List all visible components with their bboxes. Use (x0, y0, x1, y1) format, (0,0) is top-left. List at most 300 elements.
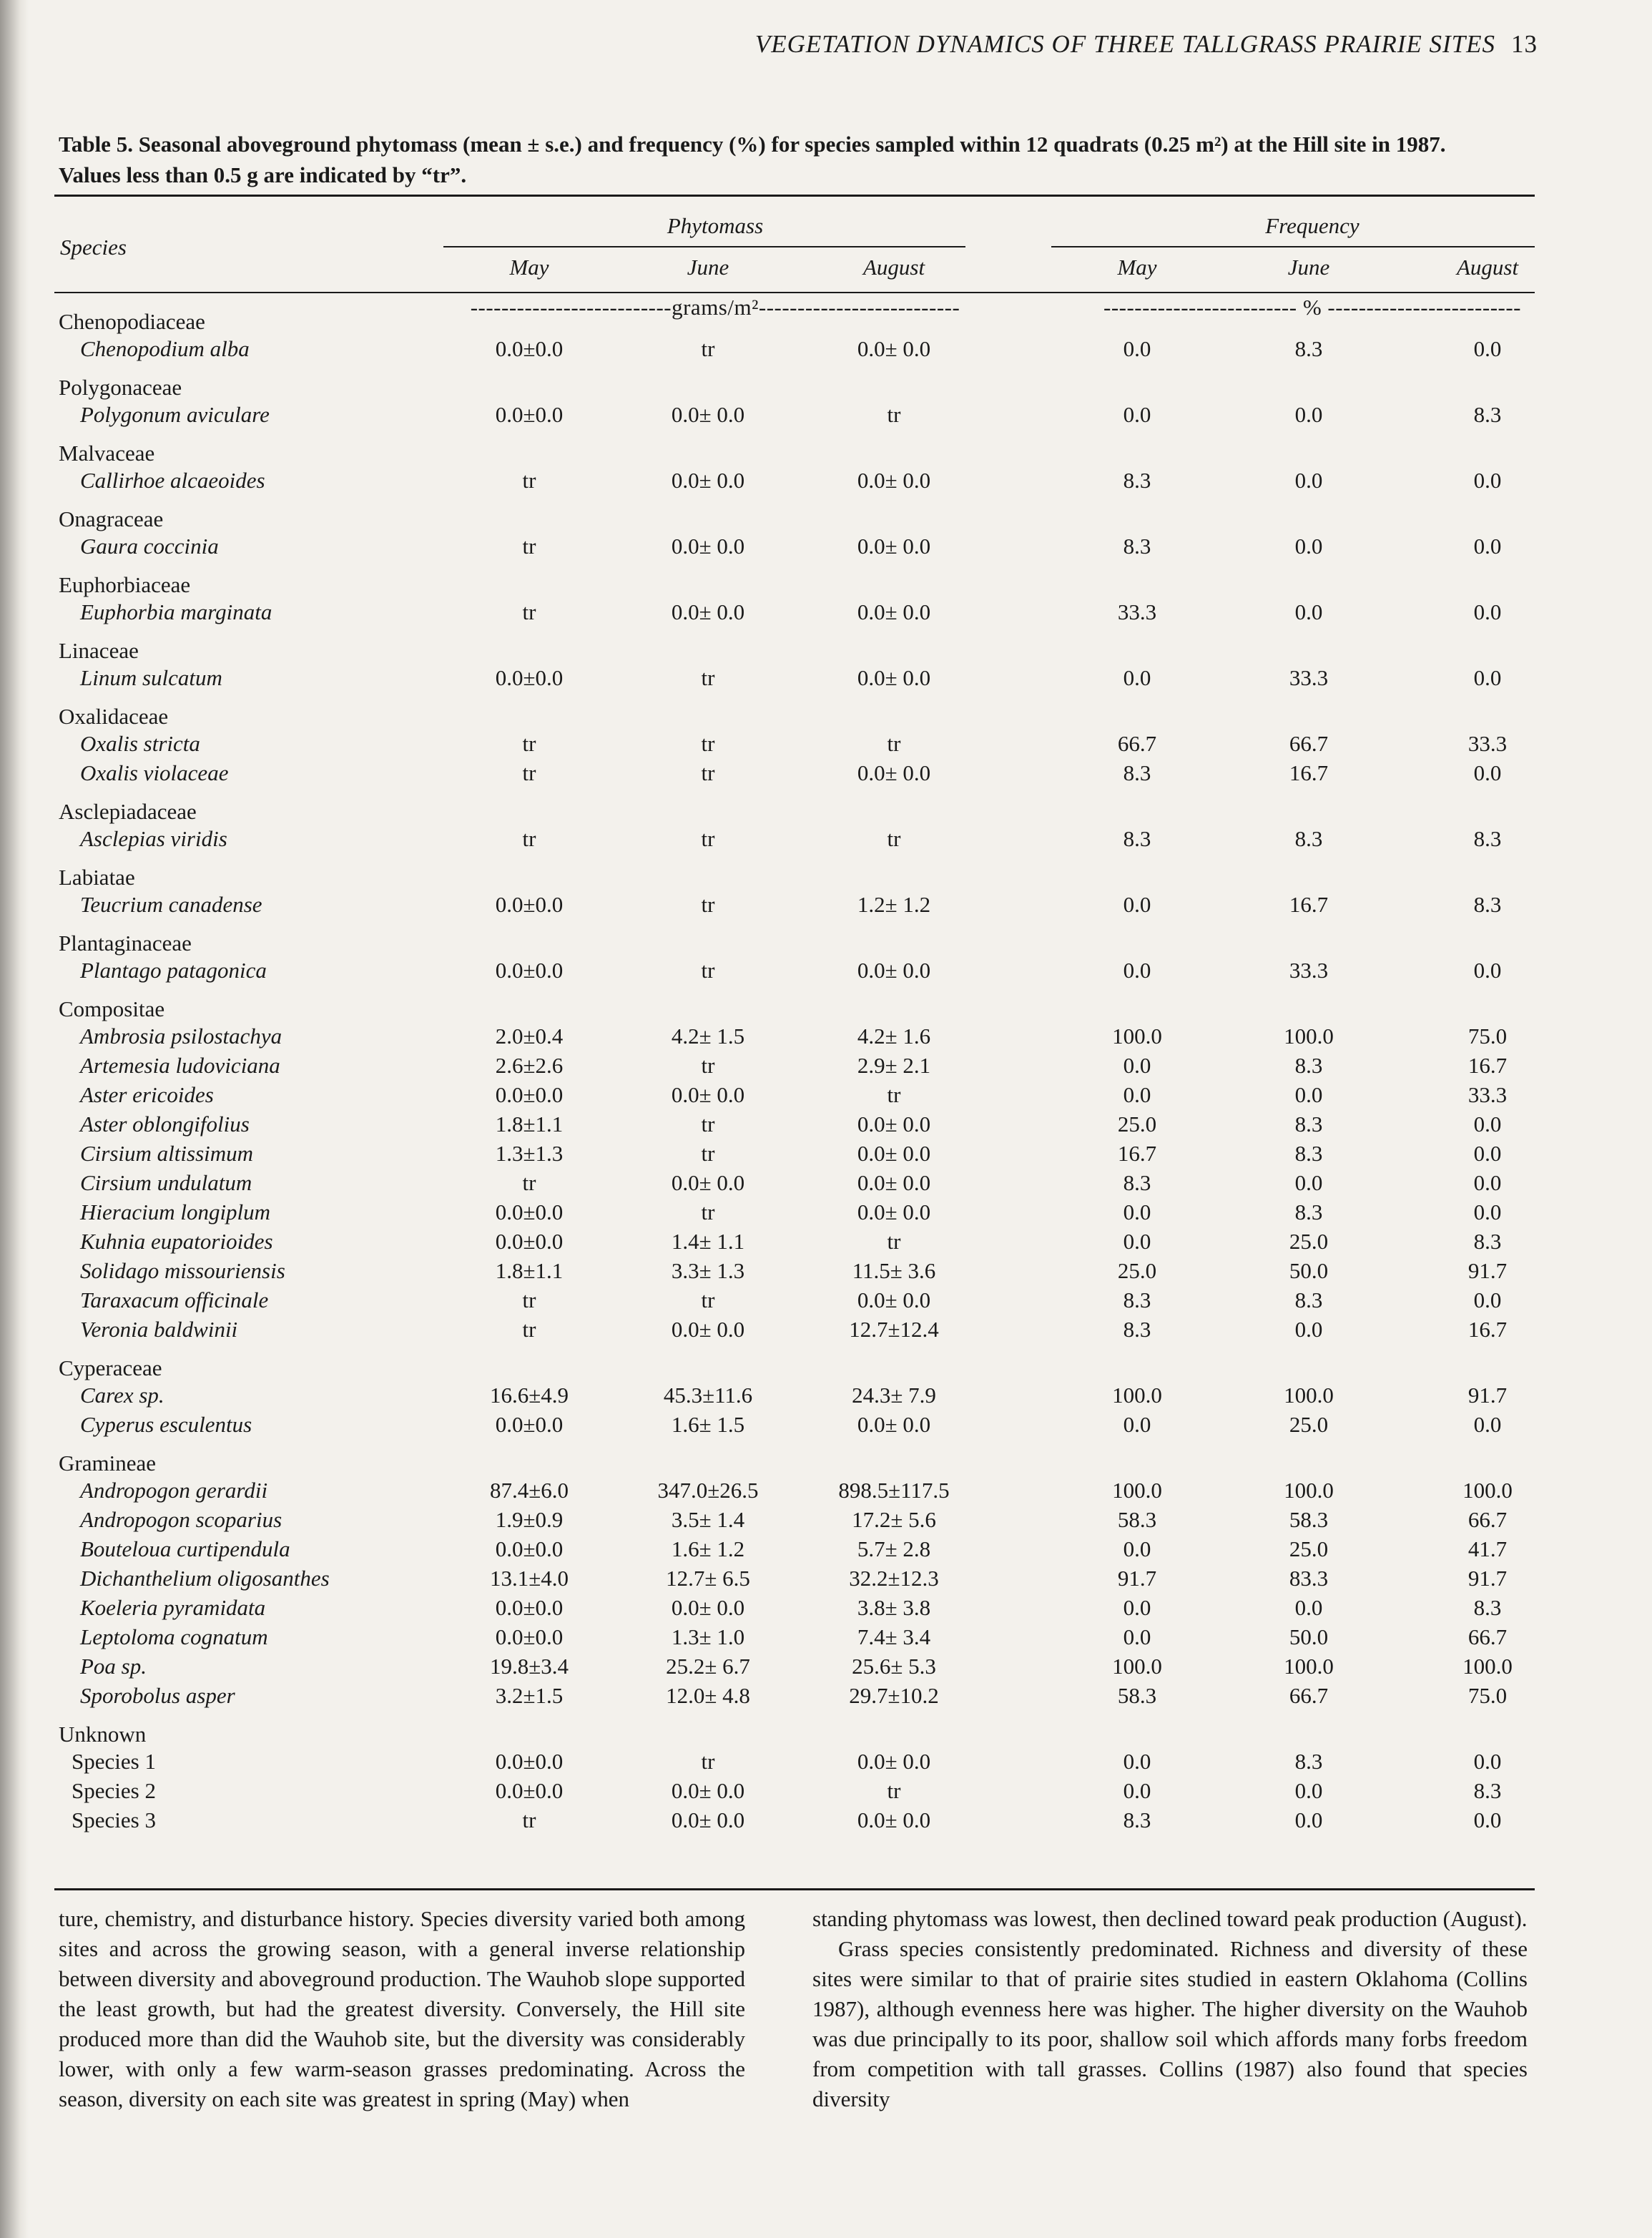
phytomass-august-cell: 12.7±12.4 (849, 1317, 939, 1342)
table-bottom-rule (54, 1888, 1535, 1890)
phytomass-august-cell: 0.0± 0.0 (857, 665, 931, 690)
phytomass-may-cell: tr (522, 760, 536, 785)
month-header-august-freq: August (1456, 255, 1519, 280)
frequency-june-cell: 8.3 (1294, 1053, 1323, 1078)
phytomass-may-cell: tr (522, 1317, 536, 1342)
table-row (0, 1777, 1652, 1805)
phytomass-august-cell: 32.2±12.3 (849, 1566, 939, 1591)
table-row (0, 1535, 1652, 1564)
phytomass-may-cell: 2.0±0.4 (495, 1024, 564, 1049)
phytomass-may-cell: 19.8±3.4 (489, 1654, 569, 1679)
table-row (0, 1594, 1652, 1622)
table-row (0, 1139, 1652, 1168)
family-name: Compositae (59, 996, 165, 1021)
frequency-june-cell: 0.0 (1294, 402, 1323, 427)
frequency-june-cell: 8.3 (1294, 1287, 1323, 1312)
table-family-row (0, 797, 1652, 826)
table-caption (59, 129, 1546, 190)
caption-line-1: Table 5. Seasonal aboveground phytomass (mean ± s.e.) and frequency (%) for species sampled within 12 quadrats (0.25 m²) at the Hill site in 1987. (59, 132, 1446, 157)
phytomass-may-cell: 16.6±4.9 (489, 1383, 569, 1408)
phytomass-june-cell: 25.2± 6.7 (666, 1654, 750, 1679)
frequency-august-cell: 100.0 (1462, 1478, 1513, 1503)
phytomass-may-cell: 0.0±0.0 (495, 958, 564, 983)
table-row (0, 1381, 1652, 1410)
frequency-august-cell: 66.7 (1467, 1507, 1508, 1532)
frequency-june-cell: 16.7 (1289, 760, 1329, 785)
frequency-may-cell: 66.7 (1117, 731, 1157, 756)
species-name: Linum sulcatum (80, 665, 222, 690)
species-header: Species (60, 235, 127, 260)
frequency-august-cell: 41.7 (1467, 1536, 1508, 1561)
month-header-may-freq: May (1117, 255, 1157, 280)
frequency-august-cell: 0.0 (1473, 534, 1502, 559)
frequency-june-cell: 100.0 (1284, 1024, 1334, 1049)
frequency-august-cell: 8.3 (1473, 402, 1502, 427)
table-row (0, 1110, 1652, 1139)
table-row (0, 1476, 1652, 1505)
phytomass-august-cell: tr (887, 1778, 901, 1803)
family-name: Onagraceae (59, 506, 164, 531)
frequency-may-cell: 58.3 (1117, 1507, 1157, 1532)
frequency-may-cell: 0.0 (1123, 1778, 1151, 1803)
phytomass-august-cell: 0.0± 0.0 (857, 336, 931, 361)
phytomass-may-cell: tr (522, 1287, 536, 1312)
table-row (0, 598, 1652, 627)
phytomass-august-cell: 25.6± 5.3 (852, 1654, 936, 1679)
frequency-june-cell: 16.7 (1289, 892, 1329, 917)
frequency-june-cell: 8.3 (1294, 1141, 1323, 1166)
phytomass-june-cell: tr (701, 892, 715, 917)
table-row (0, 1506, 1652, 1534)
phytomass-may-cell: 0.0±0.0 (495, 665, 564, 690)
phytomass-may-cell: 0.0±0.0 (495, 1749, 564, 1774)
phytomass-may-cell: 1.8±1.1 (495, 1258, 564, 1283)
species-name: Euphorbia marginata (80, 599, 272, 624)
frequency-june-cell: 0.0 (1294, 1595, 1323, 1620)
phytomass-august-cell: 3.8± 3.8 (857, 1595, 931, 1620)
frequency-may-cell: 0.0 (1123, 402, 1151, 427)
family-name: Cyperaceae (59, 1355, 162, 1380)
phytomass-august-cell: 5.7± 2.8 (857, 1536, 931, 1561)
frequency-june-cell: 8.3 (1294, 1111, 1323, 1137)
phytomass-june-cell: 0.0± 0.0 (671, 468, 745, 493)
species-name: Poa sp. (80, 1654, 147, 1679)
species-name: Cyperus esculentus (80, 1412, 252, 1437)
species-name: Solidago missouriensis (80, 1258, 285, 1283)
family-name: Unknown (59, 1722, 147, 1747)
family-name: Chenopodiaceae (59, 309, 205, 334)
family-name: Linaceae (59, 638, 139, 663)
table-row (0, 532, 1652, 561)
species-name: Andropogon gerardii (80, 1478, 268, 1503)
frequency-august-cell: 8.3 (1473, 892, 1502, 917)
header-bottom-rule (54, 292, 1535, 293)
frequency-june-cell: 83.3 (1289, 1566, 1329, 1591)
species-name: Teucrium canadense (80, 892, 262, 917)
family-name: Plantaginaceae (59, 931, 192, 956)
phytomass-june-cell: 0.0± 0.0 (671, 599, 745, 624)
frequency-august-cell: 33.3 (1467, 731, 1508, 756)
phytomass-august-cell: 0.0± 0.0 (857, 534, 931, 559)
table-family-row (0, 637, 1652, 665)
frequency-header: Frequency (1265, 213, 1360, 238)
frequency-august-cell: 8.3 (1473, 1595, 1502, 1620)
frequency-june-cell: 50.0 (1289, 1624, 1329, 1649)
month-header-june-freq: June (1287, 255, 1330, 280)
frequency-may-cell: 100.0 (1112, 1478, 1162, 1503)
frequency-june-cell: 0.0 (1294, 534, 1323, 559)
phytomass-june-cell: tr (701, 336, 715, 361)
phytomass-may-cell: 3.2±1.5 (495, 1683, 564, 1708)
table-row (0, 759, 1652, 787)
month-header-august-phyt: August (862, 255, 925, 280)
phytomass-june-cell: 3.5± 1.4 (671, 1507, 745, 1532)
frequency-may-cell: 0.0 (1123, 1595, 1151, 1620)
family-name: Asclepiadaceae (59, 799, 197, 824)
frequency-june-cell: 0.0 (1294, 1778, 1323, 1803)
month-header-may-phyt: May (509, 255, 549, 280)
phytomass-june-cell: tr (701, 1199, 715, 1224)
table-row (0, 1806, 1652, 1835)
frequency-august-cell: 91.7 (1467, 1566, 1508, 1591)
phytomass-may-cell: 13.1±4.0 (489, 1566, 569, 1591)
frequency-august-cell: 0.0 (1473, 1412, 1502, 1437)
table-family-row (0, 505, 1652, 534)
frequency-may-cell: 8.3 (1123, 534, 1151, 559)
frequency-august-cell: 0.0 (1473, 468, 1502, 493)
phytomass-may-cell: tr (522, 826, 536, 851)
body-text-left-column (59, 1904, 745, 2114)
frequency-august-cell: 91.7 (1467, 1258, 1508, 1283)
species-name: Callirhoe alcaeoides (80, 468, 265, 493)
table-row (0, 1227, 1652, 1256)
table-row (0, 1410, 1652, 1439)
phytomass-june-cell: 0.0± 0.0 (671, 534, 745, 559)
frequency-may-cell: 0.0 (1123, 1536, 1151, 1561)
phytomass-august-cell: tr (887, 402, 901, 427)
phytomass-august-cell: 24.3± 7.9 (852, 1383, 936, 1408)
phytomass-june-cell: 1.6± 1.2 (671, 1536, 745, 1561)
phytomass-august-cell: tr (887, 731, 901, 756)
table-row (0, 730, 1652, 758)
table-row (0, 1682, 1652, 1710)
frequency-may-cell: 100.0 (1112, 1383, 1162, 1408)
phytomass-august-cell: tr (887, 826, 901, 851)
table-family-row (0, 1449, 1652, 1478)
phytomass-august-cell: 0.0± 0.0 (857, 1412, 931, 1437)
month-header-june-phyt: June (687, 255, 729, 280)
table-family-row (0, 863, 1652, 892)
phytomass-may-cell: tr (522, 468, 536, 493)
phytomass-june-cell: tr (701, 1053, 715, 1078)
frequency-august-cell: 0.0 (1473, 1199, 1502, 1224)
phytomass-august-cell: 1.2± 1.2 (857, 892, 931, 917)
table-top-rule (54, 195, 1535, 197)
species-name: Oxalis stricta (80, 731, 200, 756)
phytomass-june-cell: 0.0± 0.0 (671, 1807, 745, 1832)
species-name: Oxalis violaceae (80, 760, 229, 785)
table-row (0, 1652, 1652, 1681)
frequency-may-cell: 8.3 (1123, 468, 1151, 493)
frequency-may-cell: 0.0 (1123, 1199, 1151, 1224)
frequency-august-cell: 0.0 (1473, 665, 1502, 690)
phytomass-august-cell: 0.0± 0.0 (857, 1141, 931, 1166)
phytomass-may-cell: tr (522, 599, 536, 624)
table-row (0, 956, 1652, 985)
frequency-june-cell: 66.7 (1289, 731, 1329, 756)
phytomass-august-cell: 17.2± 5.6 (852, 1507, 936, 1532)
frequency-may-cell: 0.0 (1123, 1624, 1151, 1649)
phytomass-may-cell: 0.0±0.0 (495, 336, 564, 361)
table-family-row (0, 702, 1652, 731)
frequency-may-cell: 0.0 (1123, 1229, 1151, 1254)
phytomass-may-cell: tr (522, 1807, 536, 1832)
phytomass-june-cell: 4.2± 1.5 (671, 1024, 745, 1049)
frequency-august-cell: 0.0 (1473, 1749, 1502, 1774)
frequency-june-cell: 33.3 (1289, 665, 1329, 690)
frequency-june-cell: 0.0 (1294, 1170, 1323, 1195)
frequency-may-cell: 16.7 (1117, 1141, 1157, 1166)
species-name: Species 1 (72, 1749, 156, 1774)
phytomass-june-cell: 12.0± 4.8 (666, 1683, 750, 1708)
frequency-may-cell: 100.0 (1112, 1024, 1162, 1049)
family-name: Oxalidaceae (59, 704, 169, 729)
family-name: Gramineae (59, 1451, 156, 1476)
frequency-june-cell: 25.0 (1289, 1536, 1329, 1561)
species-name: Cirsium altissimum (80, 1141, 254, 1166)
species-name: Species 2 (72, 1778, 156, 1803)
frequency-august-cell: 0.0 (1473, 1807, 1502, 1832)
frequency-august-cell: 8.3 (1473, 1229, 1502, 1254)
species-name: Koeleria pyramidata (80, 1595, 266, 1620)
frequency-june-cell: 66.7 (1289, 1683, 1329, 1708)
table-row (0, 466, 1652, 495)
frequency-june-cell: 0.0 (1294, 1082, 1323, 1107)
phytomass-june-cell: tr (701, 1111, 715, 1137)
page-number: 13 (1511, 30, 1538, 58)
frequency-june-cell: 8.3 (1294, 1749, 1323, 1774)
species-name: Artemesia ludoviciana (80, 1053, 280, 1078)
frequency-june-cell: 0.0 (1294, 1317, 1323, 1342)
table-row (0, 890, 1652, 919)
phytomass-may-cell: 1.3±1.3 (495, 1141, 564, 1166)
table-row (0, 1623, 1652, 1651)
table-row (0, 1051, 1652, 1080)
table-row (0, 1564, 1652, 1593)
species-name: Bouteloua curtipendula (80, 1536, 290, 1561)
frequency-may-cell: 0.0 (1123, 1412, 1151, 1437)
frequency-august-cell: 0.0 (1473, 958, 1502, 983)
frequency-may-cell: 8.3 (1123, 826, 1151, 851)
phytomass-june-cell: tr (701, 665, 715, 690)
phytomass-august-cell: 0.0± 0.0 (857, 1170, 931, 1195)
table-row (0, 1286, 1652, 1315)
table-row (0, 401, 1652, 429)
species-name: Leptoloma cognatum (80, 1624, 268, 1649)
phytomass-may-cell: tr (522, 534, 536, 559)
phytomass-august-cell: 0.0± 0.0 (857, 1287, 931, 1312)
table-row (0, 1022, 1652, 1051)
phytomass-august-cell: 29.7±10.2 (849, 1683, 939, 1708)
caption-line-2: Values less than 0.5 g are indicated by “tr”. (59, 162, 467, 187)
species-name: Aster oblongifolius (80, 1111, 250, 1137)
phytomass-may-cell: tr (522, 731, 536, 756)
phytomass-may-cell: 1.8±1.1 (495, 1111, 564, 1137)
frequency-august-cell: 66.7 (1467, 1624, 1508, 1649)
phytomass-may-cell: 0.0±0.0 (495, 1624, 564, 1649)
frequency-may-cell: 25.0 (1117, 1258, 1157, 1283)
frequency-may-cell: 0.0 (1123, 1053, 1151, 1078)
table-row (0, 1081, 1652, 1109)
frequency-june-cell: 25.0 (1289, 1229, 1329, 1254)
phytomass-may-cell: 1.9±0.9 (495, 1507, 564, 1532)
phytomass-june-cell: 1.4± 1.1 (671, 1229, 745, 1254)
phytomass-august-cell: tr (887, 1082, 901, 1107)
phytomass-may-cell: 0.0±0.0 (495, 1082, 564, 1107)
frequency-june-cell: 100.0 (1284, 1654, 1334, 1679)
table-row (0, 1198, 1652, 1227)
frequency-june-cell: 0.0 (1294, 599, 1323, 624)
frequency-june-cell: 58.3 (1289, 1507, 1329, 1532)
phytomass-august-cell: 7.4± 3.4 (857, 1624, 931, 1649)
species-name: Dichanthelium oligosanthes (80, 1566, 330, 1591)
species-name: Chenopodium alba (80, 336, 250, 361)
table-family-row (0, 373, 1652, 402)
table-row (0, 1169, 1652, 1197)
phytomass-june-cell: 45.3±11.6 (663, 1383, 753, 1408)
phytomass-may-cell: 0.0±0.0 (495, 1778, 564, 1803)
species-name: Taraxacum officinale (80, 1287, 269, 1312)
species-name: Kuhnia eupatorioides (80, 1229, 273, 1254)
phytomass-june-cell: 0.0± 0.0 (671, 1778, 745, 1803)
phytomass-august-cell: 0.0± 0.0 (857, 599, 931, 624)
frequency-unit-line: ------------------------- % ------------------------- (1103, 295, 1521, 320)
phytomass-june-cell: tr (701, 1287, 715, 1312)
frequency-may-cell: 8.3 (1123, 1287, 1151, 1312)
phytomass-may-cell: 0.0±0.0 (495, 1412, 564, 1437)
family-name: Euphorbiaceae (59, 572, 191, 597)
family-name: Malvaceae (59, 441, 155, 466)
frequency-may-cell: 8.3 (1123, 1317, 1151, 1342)
species-name: Polygonum aviculare (80, 402, 270, 427)
table-family-row (0, 1354, 1652, 1383)
frequency-may-cell: 8.3 (1123, 1807, 1151, 1832)
frequency-august-cell: 75.0 (1467, 1024, 1508, 1049)
frequency-may-cell: 0.0 (1123, 958, 1151, 983)
phytomass-may-cell: 0.0±0.0 (495, 1199, 564, 1224)
phytomass-august-cell: 2.9± 2.1 (857, 1053, 931, 1078)
frequency-june-cell: 25.0 (1289, 1412, 1329, 1437)
phytomass-august-cell: 0.0± 0.0 (857, 760, 931, 785)
frequency-august-cell: 16.7 (1467, 1053, 1508, 1078)
table-family-row (0, 571, 1652, 599)
body-paragraph-right-1: standing phytomass was lowest, then declined toward peak production (August). (812, 1906, 1528, 1931)
species-name: Veronia baldwinii (80, 1317, 238, 1342)
species-name: Asclepias viridis (80, 826, 227, 851)
frequency-august-cell: 33.3 (1467, 1082, 1508, 1107)
phytomass-june-cell: 0.0± 0.0 (671, 1317, 745, 1342)
phytomass-august-cell: 0.0± 0.0 (857, 958, 931, 983)
frequency-may-cell: 0.0 (1123, 1749, 1151, 1774)
frequency-june-cell: 100.0 (1284, 1478, 1334, 1503)
frequency-june-cell: 50.0 (1289, 1258, 1329, 1283)
body-text-right-column (812, 1904, 1528, 2114)
phytomass-august-cell: 11.5± 3.6 (852, 1258, 936, 1283)
species-name: Andropogon scoparius (80, 1507, 282, 1532)
frequency-june-cell: 8.3 (1294, 1199, 1323, 1224)
species-name: Gaura coccinia (80, 534, 219, 559)
frequency-august-cell: 0.0 (1473, 1170, 1502, 1195)
phytomass-august-cell: 0.0± 0.0 (857, 1111, 931, 1137)
phytomass-june-cell: 3.3± 1.3 (671, 1258, 745, 1283)
frequency-may-cell: 0.0 (1123, 336, 1151, 361)
phytomass-june-cell: tr (701, 731, 715, 756)
species-name: Ambrosia psilostachya (80, 1024, 282, 1049)
phytomass-august-cell: 0.0± 0.0 (857, 1199, 931, 1224)
frequency-may-cell: 0.0 (1123, 892, 1151, 917)
phytomass-may-cell: 0.0±0.0 (495, 1536, 564, 1561)
frequency-may-cell: 25.0 (1117, 1111, 1157, 1137)
phytomass-may-cell: 0.0±0.0 (495, 402, 564, 427)
table-row (0, 825, 1652, 853)
phytomass-may-cell: 0.0±0.0 (495, 1229, 564, 1254)
phytomass-group-rule (443, 246, 965, 247)
phytomass-may-cell: 2.6±2.6 (495, 1053, 564, 1078)
species-name: Carex sp. (80, 1383, 164, 1408)
frequency-june-cell: 100.0 (1284, 1383, 1334, 1408)
phytomass-june-cell: tr (701, 826, 715, 851)
phytomass-june-cell: 347.0±26.5 (657, 1478, 759, 1503)
body-paragraph-right-2: Grass species consistently predominated. Richness and diversity of these sites were similar to that of prairie sites studied in eastern Oklahoma (Collins 1987), although evenness here was higher. The higher diversity on the Wauhob was due principally to its poor, shallow soil which affords many forbs freedom from competition with tall grasses. Collins (1987) also found that species diversity (812, 1936, 1528, 2111)
table-row (0, 1257, 1652, 1285)
phytomass-june-cell: 0.0± 0.0 (671, 1170, 745, 1195)
family-name: Polygonaceae (59, 375, 182, 400)
frequency-may-cell: 100.0 (1112, 1654, 1162, 1679)
phytomass-may-cell: tr (522, 1170, 536, 1195)
frequency-may-cell: 8.3 (1123, 1170, 1151, 1195)
phytomass-june-cell: 0.0± 0.0 (671, 1595, 745, 1620)
frequency-may-cell: 8.3 (1123, 760, 1151, 785)
frequency-may-cell: 58.3 (1117, 1683, 1157, 1708)
phytomass-june-cell: tr (701, 1749, 715, 1774)
frequency-june-cell: 33.3 (1289, 958, 1329, 983)
frequency-august-cell: 0.0 (1473, 760, 1502, 785)
species-name: Species 3 (72, 1807, 156, 1832)
running-head (755, 30, 1538, 59)
phytomass-august-cell: 0.0± 0.0 (857, 1807, 931, 1832)
phytomass-august-cell: 4.2± 1.6 (857, 1024, 931, 1049)
table-row (0, 1315, 1652, 1344)
frequency-june-cell: 0.0 (1294, 468, 1323, 493)
table-family-row (0, 929, 1652, 958)
frequency-august-cell: 8.3 (1473, 1778, 1502, 1803)
phytomass-june-cell: 1.6± 1.5 (671, 1412, 745, 1437)
frequency-may-cell: 33.3 (1117, 599, 1157, 624)
phytomass-august-cell: 0.0± 0.0 (857, 468, 931, 493)
frequency-august-cell: 0.0 (1473, 1287, 1502, 1312)
table-family-row (0, 1720, 1652, 1749)
species-name: Cirsium undulatum (80, 1170, 252, 1195)
frequency-june-cell: 8.3 (1294, 336, 1323, 361)
species-name: Aster ericoides (80, 1082, 214, 1107)
phytomass-may-cell: 0.0±0.0 (495, 1595, 564, 1620)
frequency-may-cell: 91.7 (1117, 1566, 1157, 1591)
frequency-may-cell: 0.0 (1123, 665, 1151, 690)
frequency-june-cell: 0.0 (1294, 1807, 1323, 1832)
species-name: Sporobolus asper (80, 1683, 235, 1708)
phytomass-june-cell: 0.0± 0.0 (671, 402, 745, 427)
phytomass-august-cell: tr (887, 1229, 901, 1254)
